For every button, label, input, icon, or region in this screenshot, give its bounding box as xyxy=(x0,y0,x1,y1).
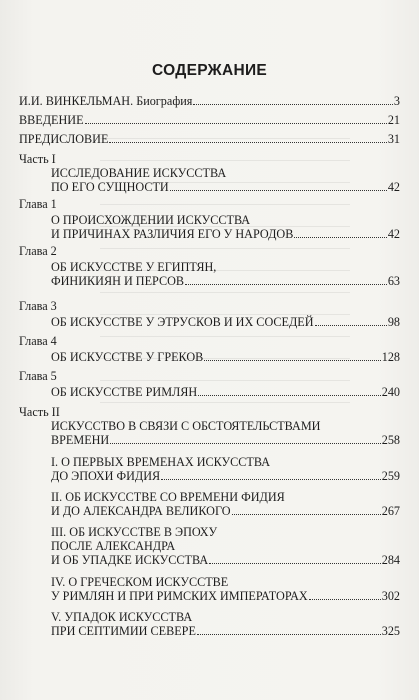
toc-entry-text: ИССЛЕДОВАНИЕ ИСКУССТВА xyxy=(51,166,227,180)
page-number: 284 xyxy=(381,553,400,567)
page-number: 259 xyxy=(381,469,400,483)
leader-dots xyxy=(110,443,380,444)
leader-dots xyxy=(185,284,387,285)
leader-dots xyxy=(85,123,387,124)
leader-dots xyxy=(170,190,387,191)
toc-entry-text: ПО ЕГО СУЩНОСТИ xyxy=(51,180,169,194)
leader-dots xyxy=(109,142,386,143)
leader-dots xyxy=(198,395,380,396)
chapter-label: Глава 1 xyxy=(19,197,57,211)
page-title: СОДЕРЖАНИЕ xyxy=(151,62,268,79)
toc-entry-text: ВВЕДЕНИЕ xyxy=(19,113,84,127)
page-number: 267 xyxy=(381,504,400,518)
toc-entry-text: И ОБ УПАДКЕ ИСКУССТВА xyxy=(51,553,209,567)
toc-entry-text: У РИМЛЯН И ПРИ РИМСКИХ ИМПЕРАТОРАХ xyxy=(51,589,308,603)
toc-entry-text: V. УПАДОК ИСКУССТВА xyxy=(51,610,193,624)
page-number: 3 xyxy=(393,94,400,108)
page-number: 98 xyxy=(387,315,400,329)
toc-entry-text: ОБ ИСКУССТВЕ У ЭТРУСКОВ И ИХ СОСЕДЕЙ xyxy=(51,315,314,329)
page-number: 42 xyxy=(387,227,400,241)
chapter-label: Глава 4 xyxy=(19,334,57,348)
chapter-label: Глава 2 xyxy=(19,244,57,258)
toc-entry-text: IV. О ГРЕЧЕСКОМ ИСКУССТВЕ xyxy=(51,575,229,589)
leader-dots xyxy=(161,479,381,480)
page-number: 42 xyxy=(387,180,400,194)
toc-entry-text: И ДО АЛЕКСАНДРА ВЕЛИКОГО xyxy=(51,504,231,518)
leader-dots xyxy=(232,514,381,515)
toc-entry-section-5 xyxy=(51,610,400,638)
toc-entry-text: ВРЕМЕНИ xyxy=(51,433,110,447)
toc-entry-text: ФИНИКИЯН И ПЕРСОВ xyxy=(51,274,185,288)
page-number: 21 xyxy=(387,113,400,127)
toc-entry-text: ПОСЛЕ АЛЕКСАНДРА xyxy=(51,539,176,553)
leader-dots xyxy=(209,563,381,564)
toc-entry-text: И.И. ВИНКЕЛЬМАН. Биография xyxy=(19,94,193,108)
chapter-label: Глава 3 xyxy=(19,299,57,313)
toc-entry-chapter-5 xyxy=(51,385,400,399)
part-label: Часть II xyxy=(19,405,60,419)
toc-entry-preface xyxy=(19,132,400,146)
leader-dots xyxy=(315,325,387,326)
leader-dots xyxy=(309,599,381,600)
page-number: 31 xyxy=(387,132,400,146)
page-number: 128 xyxy=(381,350,400,364)
toc-entry-text: О ПРОИСХОЖДЕНИИ ИСКУССТВА xyxy=(51,213,251,227)
toc-entry-text: ОБ ИСКУССТВЕ РИМЛЯН xyxy=(51,385,198,399)
leader-dots xyxy=(294,237,386,238)
part-label: Часть I xyxy=(19,152,56,166)
toc-entry-text: ПРЕДИСЛОВИЕ xyxy=(19,132,109,146)
toc-entry-section-1 xyxy=(51,455,400,483)
toc-entry-chapter-1 xyxy=(51,213,400,241)
toc-entry-section-3 xyxy=(51,525,400,567)
page-number: 302 xyxy=(381,589,400,603)
toc-entry-chapter-3 xyxy=(51,315,400,329)
toc-entry-chapter-2 xyxy=(51,260,400,288)
toc-entry-text: II. ОБ ИСКУССТВЕ СО ВРЕМЕНИ ФИДИЯ xyxy=(51,490,285,504)
page-number: 258 xyxy=(381,433,400,447)
toc-entry-biography xyxy=(19,94,400,108)
toc-entry-section-4 xyxy=(51,575,400,603)
toc-entry-text: ОБ ИСКУССТВЕ У ГРЕКОВ xyxy=(51,350,204,364)
toc-entry-text: ИСКУССТВО В СВЯЗИ С ОБСТОЯТЕЛЬСТВАМИ xyxy=(51,419,321,433)
toc-entry-text: III. ОБ ИСКУССТВЕ В ЭПОХУ xyxy=(51,525,218,539)
toc-entry-text: ОБ ИСКУССТВЕ У ЕГИПТЯН, xyxy=(51,260,217,274)
leader-dots xyxy=(193,104,393,105)
toc-entry-chapter-4 xyxy=(51,350,400,364)
toc-entry-text: I. О ПЕРВЫХ ВРЕМЕНАХ ИСКУССТВА xyxy=(51,455,271,469)
chapter-label: Глава 5 xyxy=(19,369,57,383)
toc-entry-part2 xyxy=(51,419,400,447)
toc-entry-text: И ПРИЧИНАХ РАЗЛИЧИЯ ЕГО У НАРОДОВ xyxy=(51,227,294,241)
toc-entry-text: ПРИ СЕПТИМИИ СЕВЕРЕ xyxy=(51,624,196,638)
toc-entry-introduction xyxy=(19,113,400,127)
page-number: 325 xyxy=(381,624,400,638)
leader-dots xyxy=(204,360,380,361)
toc-entry-text: ДО ЭПОХИ ФИДИЯ xyxy=(51,469,161,483)
leader-dots xyxy=(197,634,381,635)
page-number: 63 xyxy=(387,274,400,288)
toc-entry-part1 xyxy=(51,166,400,194)
page-number: 240 xyxy=(381,385,400,399)
toc-entry-section-2 xyxy=(51,490,400,518)
